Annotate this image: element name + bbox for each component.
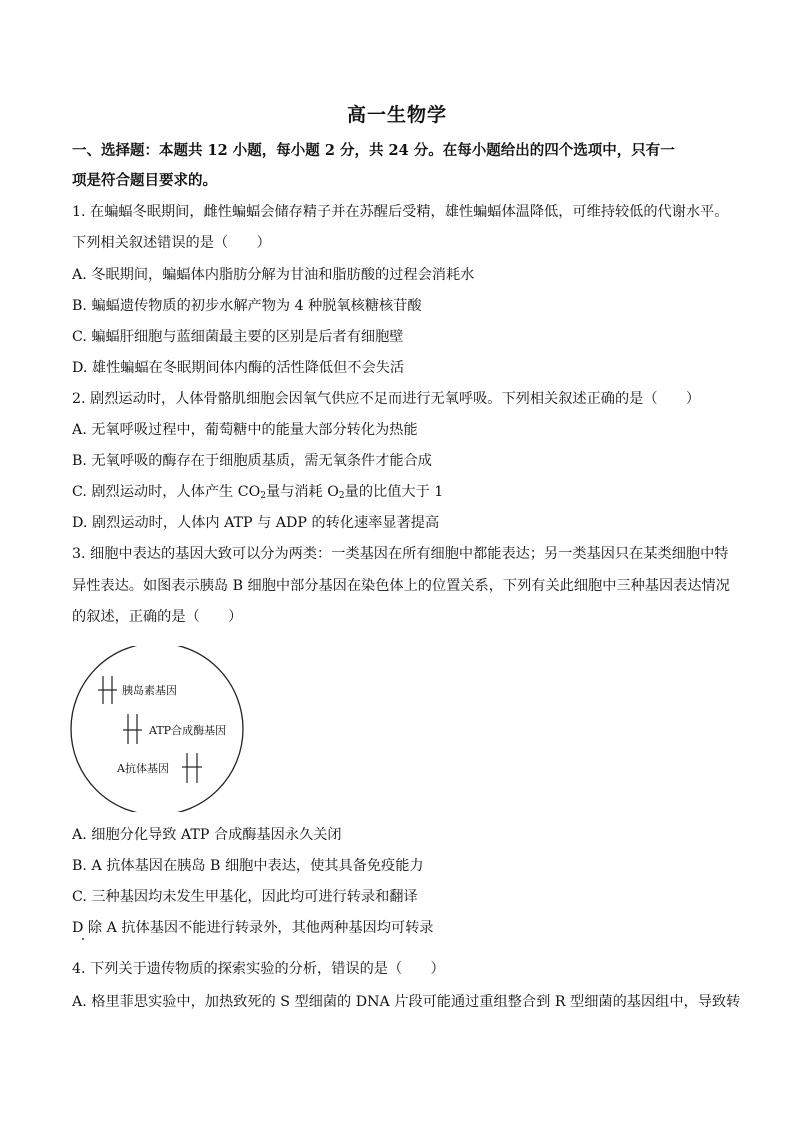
page-title: 高一生物学 — [346, 104, 447, 126]
q1-option-b: B. 蝙蝠遗传物质的初步水解产物为 4 种脱氧核糖核苷酸 — [72, 298, 422, 314]
q4-option-a: A. 格里菲思实验中，加热致死的 S 型细菌的 DNA 片段可能通过重组整合到 R 型细菌的基因组中，导致转 — [72, 994, 741, 1010]
q4-stem: 4. 下列关于遗传物质的探索实验的分析，错误的是（ ） — [72, 961, 445, 977]
chromosome-pair-antibody — [182, 753, 202, 783]
section-heading-line2: 项是符合题目要求的。 — [72, 172, 217, 189]
q2-option-d: D. 剧烈运动时，人体内 ATP 与 ADP 的转化速率显著提高 — [72, 515, 440, 531]
gene-label-antibody: A抗体基因 — [117, 762, 169, 775]
q2-option-b: B. 无氧呼吸的酶存在于细胞质基质，需无氧条件才能合成 — [72, 453, 432, 469]
q3-option-b: B. A 抗体基因在胰岛 B 细胞中表达，使其具备免疫能力 — [72, 858, 424, 874]
q3-stem-line1: 3. 细胞中表达的基因大致可以分为两类：一类基因在所有细胞中都能表达；另一类基因只在某类细胞中特 — [72, 546, 729, 562]
q3-option-d: D 除 A 抗体基因不能进行转录外，其他两种基因均可转录 — [72, 920, 434, 936]
chromosome-pair-insulin — [98, 676, 117, 704]
q3-option-a: A. 细胞分化导致 ATP 合成酶基因永久关闭 — [72, 827, 342, 843]
q2-option-a: A. 无氧呼吸过程中，葡萄糖中的能量大部分转化为热能 — [72, 422, 418, 438]
chromosome-pair-atp — [123, 714, 142, 744]
q2-option-c: C. 剧烈运动时，人体产生 $CO_2$量与消耗 $O_2$量的比值大于 1 — [72, 484, 444, 501]
q1-option-d: D. 雄性蝙蝠在冬眠期间体内酶的活性降低但不会失活 — [72, 360, 405, 376]
q1-option-c: C. 蝙蝠肝细胞与蓝细菌最主要的区别是后者有细胞壁 — [72, 329, 404, 345]
gene-label-insulin: 胰岛素基因 — [122, 684, 177, 697]
section-heading-line1: 一、选择题：本题共 12 小题，每小题 2 分，共 24 分。在每小题给出的四个选项中，只有一 — [72, 142, 675, 159]
stray-dot — [82, 938, 84, 940]
cell-chromosome-diagram — [70, 646, 246, 812]
q3-stem-line2: 异性表达。如图表示胰岛 B 细胞中部分基因在染色体上的位置关系，下列有关此细胞中三种基因表达情况 — [72, 578, 730, 594]
q1-stem-line1: 1. 在蝙蝠冬眠期间，雌性蝙蝠会储存精子并在苏醒后受精，雄性蝙蝠体温降低，可维持较低的代谢水平。 — [72, 204, 729, 220]
cell-diagram-svg — [70, 646, 246, 812]
q3-option-c: C. 三种基因均未发生甲基化，因此均可进行转录和翻译 — [72, 889, 418, 905]
q2-stem: 2. 剧烈运动时，人体骨骼肌细胞会因氧气供应不足而进行无氧呼吸。下列相关叙述正确的是（ ） — [72, 391, 701, 407]
q1-option-a: A. 冬眠期间，蝙蝠体内脂肪分解为甘油和脂肪酸的过程会消耗水 — [72, 267, 475, 283]
q1-stem-line2: 下列相关叙述错误的是（ ） — [72, 235, 271, 251]
gene-label-atp-synthase: ATP合成酶基因 — [149, 724, 227, 737]
q3-stem-line3: 的叙述，正确的是（ ） — [72, 609, 243, 625]
